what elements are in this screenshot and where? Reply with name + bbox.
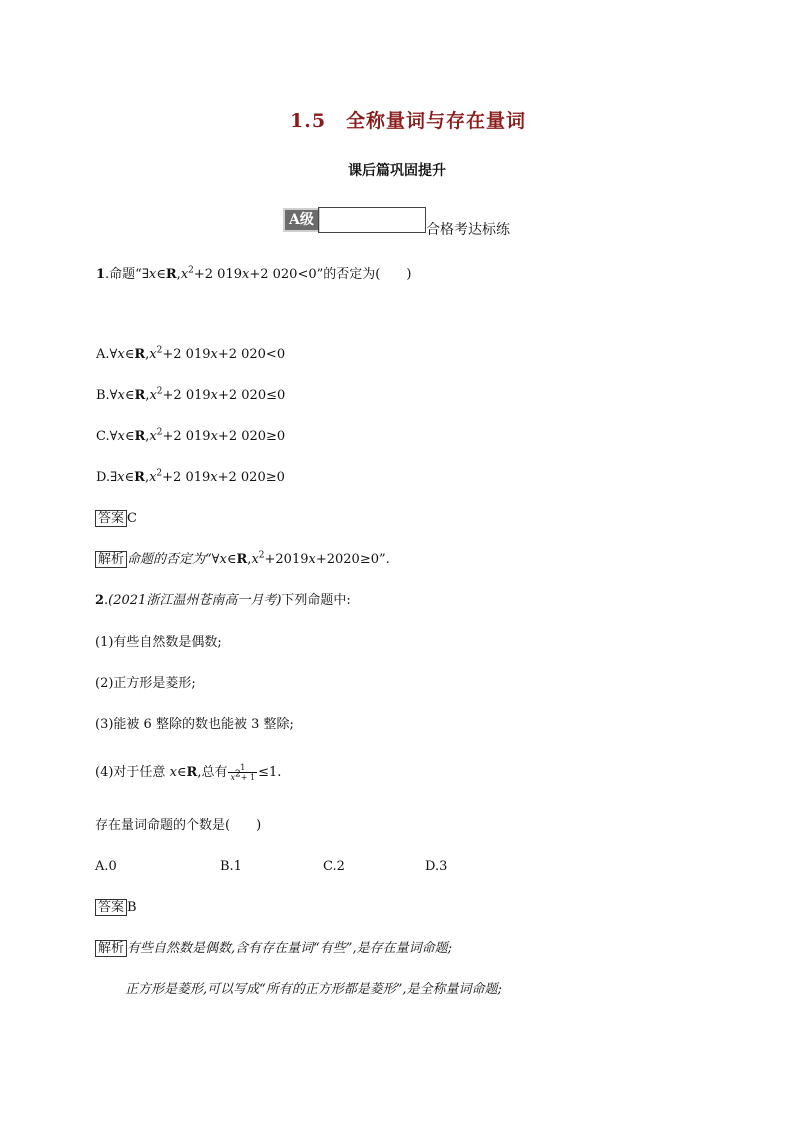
var: x [219,552,227,567]
op: ∈ [124,429,135,444]
page-title: 1.5 全称量词与存在量词 [290,110,527,132]
var: x [149,429,157,444]
R: R [186,765,198,780]
q1-option-a: $A.\forall x\in R,x^2+2$ 019x+2 020<0 [96,345,286,362]
op: ∈ [124,470,135,485]
frac-den: $x^2+ 1$ [230,769,256,782]
q1-stem-prefix: .命题“∃ [105,267,149,282]
option-prefix: B.∀ [96,388,118,403]
mid: +2 019 [162,470,211,485]
var: x [149,347,157,362]
item4-pre: (4)对于任意 [95,765,170,780]
analysis-pre: 命题的否定为“∀ [127,552,220,567]
analysis-tail: +2020≥0”. [315,552,390,567]
mid: +2 019 [162,429,211,444]
answer-value: B [127,900,137,915]
var: x [149,470,157,485]
analysis-mid: +2019 [264,552,309,567]
answer-value: C [127,511,137,526]
q2-stem [95,593,351,609]
q2-item-4 [95,763,281,782]
q1-in: ∈ [156,267,166,282]
level-text: 合格考达标练 [426,222,510,238]
var: x [117,429,125,444]
q1-option-b: $B.\forall x\in R,x^2+2$ 019x+2 020≤0 [96,386,286,403]
q2-choice-a: A.0 [95,859,117,874]
tail: +2 020≥0 [217,470,285,485]
analysis-tag: 解析 [95,551,127,568]
q2-analysis-line-2: 正方形是菱形,可以写成“所有的正方形都是菱形”,是全称量词命题; [125,982,502,997]
q1-var3: x [242,267,250,282]
R: R [134,347,146,362]
tail: +2 020<0 [217,347,286,362]
var: x [117,470,125,485]
R: R [134,388,146,403]
q2-number: 2 [95,593,105,608]
q2-source: .(2021浙江温州苍南高一月考) [104,593,282,608]
op: ∈ [124,347,135,362]
q2-question: 存在量词命题的个数是( ) [95,818,262,833]
op: ∈ [124,388,135,403]
frac-num: 1 [228,763,257,773]
q2-choice-d: D.3 [425,859,448,874]
level-badge: A级 [283,208,320,232]
item4-post: ,总有 [197,765,228,780]
R: R [134,429,146,444]
q1-analysis: 解析 命题的否定为“$\forall x\in R,x^2+2019x+2020\ge 0$”. [95,552,390,568]
sq: 2 [156,345,163,356]
q2-choice-b: B.1 [220,859,242,874]
sq: 2 [156,427,163,438]
q2-item-1: (1)有些自然数是偶数; [95,635,222,650]
fraction [228,763,257,782]
q1-stem: 1.命题“$\exists x\in R,x^2+2$ 019x+2 020<0”的否定为( ) [96,265,412,282]
q1-answer [95,511,137,527]
q1-var: x [148,267,157,282]
var: x [117,388,125,403]
q1-var2: x [180,267,189,282]
q1-sq: 2 [188,265,194,276]
analysis-tag: 解析 [95,940,127,957]
answer-tag: 答案 [95,899,127,916]
answer-tag: 答案 [95,510,127,527]
sq: 2 [258,550,265,561]
q1-mid3: +2 020<0”的否定为( ) [249,267,412,282]
q2-item-2: (2)正方形是菱形; [95,676,196,691]
var: x [117,347,125,362]
mid: +2 019 [162,388,211,403]
sq: 2 [156,468,163,479]
q1-R: R [165,267,177,282]
option-prefix: A.∀ [96,347,118,362]
q1-option-d: $D.\exists x\in R,x^2+2$ 019x+2 020≥0 [96,468,285,485]
var: x [169,765,177,780]
R: R [134,470,145,485]
option-prefix: C.∀ [96,429,118,444]
var: x [210,347,218,362]
tail: +2 020≥0 [217,429,286,444]
var: x [210,470,218,485]
option-prefix: D.∃ [96,470,118,485]
sq: 2 [156,386,163,397]
q1-number: 1 [96,267,106,282]
var: x [210,429,218,444]
level-box [318,207,426,233]
q1-mid2: +2 019 [193,267,242,282]
analysis-line-1: 有些自然数是偶数,含有存在量词“有些”,是存在量词命题; [127,941,452,956]
page-subtitle: 课后篇巩固提升 [348,163,446,179]
item4-end: ≤1. [258,765,282,780]
tail: +2 020≤0 [217,388,286,403]
var: x [251,552,259,567]
q2-analysis [95,941,452,957]
R: R [236,552,248,567]
mid: +2 019 [162,347,211,362]
var: x [149,388,157,403]
var: x [308,552,316,567]
var: x [210,388,218,403]
q2-item-3: (3)能被 6 整除的数也能被 3 整除; [95,717,294,732]
q2-choice-c: C.2 [323,859,345,874]
q1-option-c: $C.\forall x\in R,x^2+2$ 019x+2 020≥0 [96,427,286,444]
item4-mid: ∈ [176,765,187,780]
q2-stem-text: 下列命题中: [281,593,351,608]
q2-answer [95,900,137,916]
